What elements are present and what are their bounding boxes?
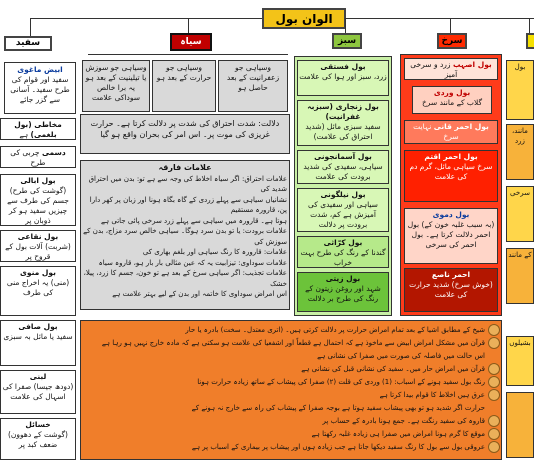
right-edge-item: [506, 392, 534, 458]
note-line: رنگ بول سفید ہونے کے اسباب: (1) وردی کی قلت (۲) صفرا کی پیشاب کے ساتھ زیادہ حرارت ہونا: [197, 378, 485, 386]
note-line: قرآن میں امراض حار میں۔ سفید کی نشانی قبل کی نشانی ہے: [301, 365, 485, 373]
alamat-line: علامات احتراق: اگر سیاہ اخلاط کی وجہ سے ہے تو: بدن میں احتراق شدید کی: [88, 174, 287, 193]
right-edge-item: مانند، زرد: [506, 124, 534, 180]
category-black: [170, 33, 212, 51]
bullet-hand-icon: [488, 441, 500, 453]
white-item: بول ابالی (گوشت کی طرح) جسم کی طرف سے چیزیں سفید ہو کر ذوبان پر: [0, 174, 76, 226]
green-item: بول زیتی شہد اور روغن زیتون کے رنگ کی طرح بر دلالت: [297, 272, 389, 312]
red-item: احمر ناصع (خوش سرخ) شدید حرارت کی علامت: [404, 268, 498, 312]
black-subcol-2: وسیاہی جو حرارت کے بعد ہو: [152, 60, 216, 112]
white-item: مخاطی (بول بلغمی) ہے: [0, 118, 76, 140]
right-edge-item: سرخی: [506, 186, 534, 242]
category-black-label: سیاہ: [180, 37, 202, 47]
title-box: [262, 8, 346, 29]
bullet-hand-icon: [488, 415, 500, 427]
green-item: بول آسمانجونی سیاہی، سفیدی کی شدید برودت کی علامت: [297, 150, 389, 184]
bullet-hand-icon: [488, 428, 500, 440]
connector-top-right: [346, 18, 534, 19]
alamat-line: علامات تجذیب: اگر سیاہی سرخ کے بعد ہے تو خون، جسم کا زرد، پیلا، خشک: [83, 269, 287, 288]
red-item: بول احمر قانی نہایت سرخ: [404, 120, 498, 144]
note-line: قاروہ کی سفید رنگت ہے۔ جمع ہونا بادرہ کے حساب پر: [322, 417, 485, 425]
note-line: قرآن میں مشکل امراض ابیض سے ماخوذ ہے کہ احتمال ہے قطعاً اور اشفعیا کی علامت ہو سکتی ہے کہ مادہ خارج نہیں ہو رہا ہے: [101, 339, 485, 347]
bottom-notes-panel: [80, 320, 502, 460]
note-line: موقع کا گرم ہونا امراض میں صفرا ہی زیادہ غلبہ رکھتا ہے: [311, 430, 485, 438]
white-item: دسمی چربی کی طرح: [0, 146, 76, 168]
category-yellow: [526, 33, 534, 49]
red-item: بول دموی (بہ سبب غلبہ خون کے) بول احمر دلالت کرتا ہے۔ بول احمر کی سرخی: [404, 208, 498, 264]
green-item: بول فستقی زرد، سبز اور ہوا کی علامت: [297, 60, 389, 96]
green-item: بول نیلگونی سیاہی اور سفیدی کی آمیزش ہے کم، شدت برودت پر دلالت: [297, 188, 389, 232]
alamat-line: علامات برودت: یا تو بدن سرد ہوگا۔ سیاہی خالص سرد مزاج، بدن کے سوزش کی: [83, 227, 287, 246]
alamat-line: علامات: قارورہ کا رنگ سیاہی اور بلغم بھاری کی: [142, 248, 287, 256]
white-item: لبنی (دودھ جیسا) صفرا کی اسہال کی علامت: [0, 370, 76, 414]
alamat-line: ہوتا ہے۔ قارورہ میں سیاہی سے پہلے زرد سرخی پائی جاتی ہے: [100, 216, 287, 225]
bullet-hand-icon: [488, 389, 500, 401]
red-item: بول اصہب زرد و سرخی آمیز: [404, 58, 498, 80]
category-white-label: سفید: [15, 38, 41, 48]
bullet-hand-icon: [488, 363, 500, 375]
right-edge-item: کے مانند: [506, 248, 534, 304]
white-item: بول نقاعی (شربت) آلات بول کے قروح پر: [0, 230, 76, 262]
connector-green: [345, 18, 346, 33]
category-green-label: سبز: [337, 36, 357, 46]
right-edge-item: بشیلوں: [506, 336, 534, 386]
category-white: [4, 36, 52, 51]
connector-top: [30, 18, 262, 19]
black-subcol-divider: [88, 54, 288, 55]
connector-yellow: [529, 18, 530, 33]
category-red: [437, 33, 467, 49]
alamat-line: اس امراض سوداوی کا خاتمہ اور بدن کے لیے بہتر علامت ہے: [112, 290, 287, 298]
connector-black: [188, 18, 189, 33]
note-line: شیخ کے مطابق اشیا کے بعد تمام امراض حرارت پر دلالت کرتی ہیں۔ (اتری معتدل۔ سخت) بادرہ یا حار: [185, 326, 485, 334]
red-item: بول وردی گلاب کے مانند سرخ: [412, 86, 492, 114]
green-item: بول زنجاری (سبزبہ غفرانیت) سفید سبزی مائل (شدید احتراق کی علامت): [297, 100, 389, 146]
note-line: اس حالت میں فاصلہ کی صورت میں صفرا کی نشانی ہے: [317, 352, 485, 360]
bullet-hand-icon: [488, 337, 500, 349]
bullet-hand-icon: [488, 376, 500, 388]
category-red-label: سرخ: [441, 36, 463, 46]
black-subcol-1: وسیاہی جو سوزش یا تیلینیت کے بعد ہو یہ برا خالص سوداکی علامت: [82, 60, 150, 112]
alamat-line: نشانیاں سیاہی سے پہلے زردی کے گاہ بگاہ ہونا اور زبان پر کھر دارا پن، قارورہ مستقیم: [89, 195, 287, 214]
white-item: خسائل (گوشت کے دھوون) ضعف کبد پر: [0, 418, 76, 460]
right-edge-item: بول: [506, 60, 534, 120]
red-item: بول احمر اقتم سرخ سیاہی مائل، گرم دم کی علامت: [404, 150, 498, 202]
black-alamat-box: [80, 160, 290, 310]
note-line: عروقی بول سے بول کا رنگ سفید دیکھا جاتا ہے جب زیادہ ہوں اور پیشاب پر بیماری کے اسباب پر ہے: [191, 443, 485, 451]
bullet-hand-icon: [488, 324, 500, 336]
black-dalalat-box: دلالت: شدت احتراق کی شدت پر دلالت کرتا ہے۔ حرارت غریزی کی موت پر۔ اس امر کی بحران واقع ہو گیا: [80, 114, 290, 154]
black-subcol-3: وسیاہی جو زعفرانیت کے بعد حاصل ہو: [218, 60, 288, 112]
white-item: ابیض ماغوی سفید اور قوام کی طرح سفید۔ آسانی سے گزر جائے: [4, 62, 76, 114]
alamat-header: علامات فارقہ: [158, 163, 212, 172]
note-line: حرارت اگر شدید ہو تو بھی پیشاب سفید ہوتا ہے بوجہ صفرا کے پیشاب کی راہ سے خارج نہ ہونے کے: [191, 404, 485, 412]
title-text: الوان بول: [275, 12, 333, 26]
alamat-line: علامات سوداوی: تیزابیت یہ کہ عین مثالی بار بار ہو، قاروہ سیاہ: [98, 258, 287, 267]
green-item: بول کرّاثی گندنا کے رنگ کی طرح بہت خراب: [297, 236, 389, 268]
white-item: بول منوی (منی) یہ اخراج منی کی طرف: [0, 266, 76, 316]
note-line: عرق ہیں اخلاط کا قوام بیدا کرتا ہے: [379, 391, 485, 399]
connector-red: [450, 18, 451, 33]
white-item: بول صافی سفید یا مائل بہ سبزی: [0, 320, 76, 366]
category-green: [332, 33, 362, 49]
